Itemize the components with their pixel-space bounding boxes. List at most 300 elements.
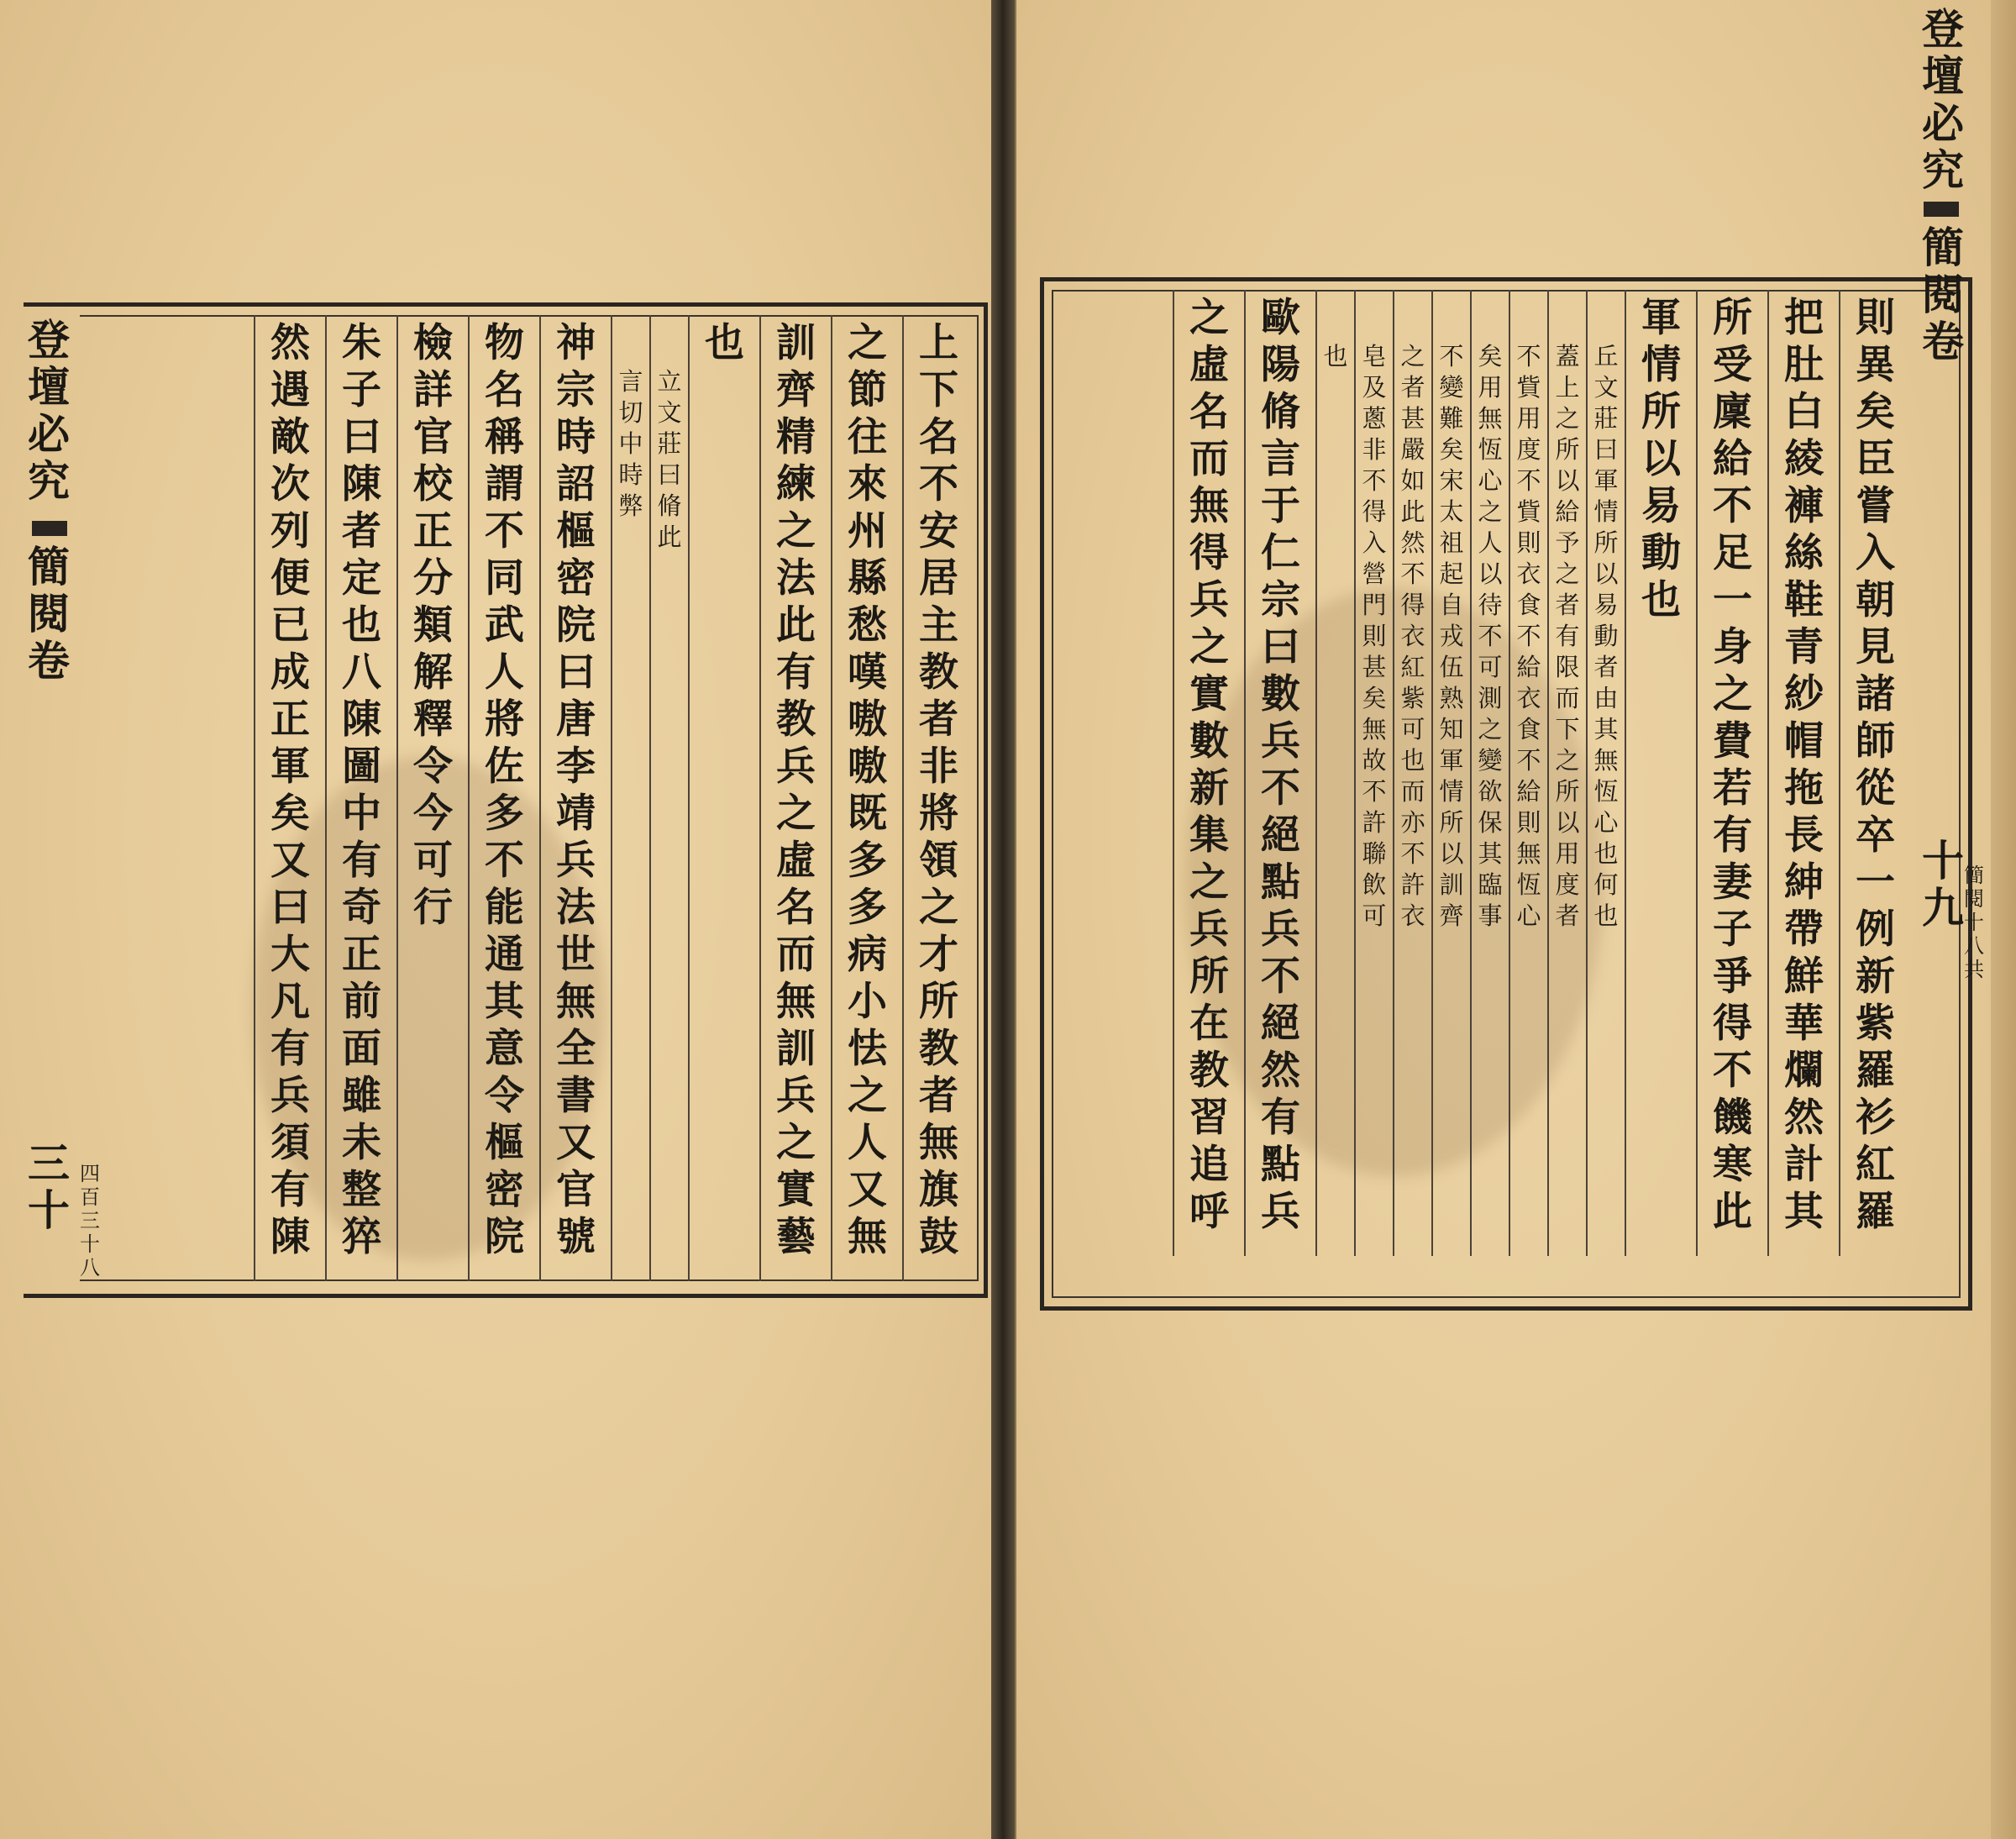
glyph: 已 [270,602,310,649]
glyph: 可 [1478,653,1503,681]
glyph: 兵 [776,1073,816,1119]
glyph: 待 [1478,591,1503,619]
glyph: 故 [1362,746,1387,775]
glyph: 居 [919,555,958,602]
glyph: 衫 [1856,1095,1895,1141]
glyph: 十 [1964,911,1984,934]
column-rule [1767,290,1769,1256]
glyph: 也 [1593,901,1619,930]
glyph: 無 [1362,715,1387,743]
glyph: 廩 [1713,389,1752,435]
glyph: 神 [556,320,596,366]
glyph: 嗷 [848,743,887,790]
glyph: 之 [1713,671,1752,717]
glyph: 陳 [342,461,381,507]
commentary-column [1437,344,1466,935]
glyph: 密 [556,555,596,602]
glyph: 也 [1400,746,1425,775]
glyph: 情 [1641,342,1681,388]
glyph: 難 [1439,404,1464,433]
glyph: 帽 [1784,718,1824,764]
glyph: 之 [1478,715,1503,743]
glyph: 分 [413,555,453,602]
glyph: 之 [1555,560,1580,588]
glyph: 以 [1641,436,1681,482]
glyph: 脩 [657,491,682,520]
glyph: 次 [270,461,310,507]
glyph: 兵 [1189,577,1229,623]
text-column [1638,295,1685,628]
glyph: 嗷 [848,696,887,743]
text-column [410,320,457,935]
glyph: 也 [1641,577,1681,623]
glyph: 無 [556,979,596,1025]
glyph: 祖 [1439,528,1464,557]
glyph: 虛 [1189,342,1229,388]
glyph: 密 [485,1167,524,1213]
glyph: 兵 [1189,906,1229,953]
text-column [844,320,891,1264]
glyph: 則 [1362,622,1387,650]
glyph: 人 [848,1120,887,1166]
margin-chapter [1919,223,1966,368]
commentary-column [1321,344,1350,376]
glyph: 把 [1784,295,1824,341]
glyph: 異 [1856,342,1895,388]
glyph: 絕 [1261,812,1300,859]
glyph: 雖 [342,1073,381,1119]
glyph: 上 [919,320,958,366]
glyph: 朱 [342,320,381,366]
text-column [339,320,386,1264]
glyph: 點 [1261,1142,1300,1188]
glyph: 變 [1478,746,1503,775]
glyph: 文 [657,398,682,427]
glyph: 官 [413,414,453,460]
glyph: 受 [1713,342,1752,388]
glyph: 愁 [848,602,887,649]
glyph: 許 [1400,870,1425,899]
glyph: 臨 [1478,870,1503,899]
glyph: 則 [1856,295,1895,341]
glyph: 者 [1593,653,1619,681]
glyph: 而 [1555,684,1580,712]
glyph: 訓 [776,320,816,366]
glyph: 嘗 [1856,483,1895,529]
glyph: 心 [1593,808,1619,837]
glyph: 師 [1856,718,1895,764]
glyph: 類 [413,602,453,649]
glyph: 官 [556,1167,596,1213]
glyph: 鮮 [1784,954,1824,1000]
glyph: 兵 [270,1073,310,1119]
glyph: 之 [1400,342,1425,370]
glyph: 訓 [776,1026,816,1072]
column-rule [688,315,690,1281]
glyph: 矣 [270,791,310,837]
glyph: 者 [919,1073,958,1119]
glyph: 點 [1261,859,1300,906]
glyph: 實 [1189,671,1229,717]
glyph: 卷 [28,636,70,686]
glyph: 十 [28,1185,70,1235]
glyph: 門 [1362,591,1387,619]
glyph: 遇 [270,367,310,413]
glyph: 曰 [1593,435,1619,464]
glyph: 實 [776,1167,816,1213]
glyph: 又 [556,1120,596,1166]
column-rule [1547,290,1549,1256]
glyph: 于 [1261,483,1300,529]
column-rule [325,315,327,1281]
commentary-column [617,367,645,525]
glyph: 解 [413,649,453,696]
glyph: 矣 [1439,435,1464,464]
glyph: 多 [485,791,524,837]
glyph: 矣 [1478,342,1503,370]
glyph: 紫 [1856,1001,1895,1047]
glyph: 營 [1362,560,1387,588]
glyph: 恆 [1516,870,1541,899]
glyph: 軍 [1593,466,1619,495]
glyph: 爛 [1784,1048,1824,1094]
glyph: 唐 [556,696,596,743]
glyph: 將 [485,696,524,743]
glyph: 許 [1362,808,1387,837]
glyph: 無 [919,1120,958,1166]
glyph: 安 [919,508,958,554]
glyph: 猝 [342,1214,381,1260]
commentary-column [1476,344,1504,935]
glyph: 八 [80,1256,100,1279]
glyph: 保 [1478,808,1503,837]
glyph: 得 [1189,530,1229,576]
glyph: 亦 [1400,808,1425,837]
glyph: 不 [1516,746,1541,775]
margin-leaf [25,1138,72,1237]
glyph: 主 [919,602,958,649]
glyph: 莊 [657,429,682,458]
glyph: 之 [848,320,887,366]
glyph: 白 [1784,389,1824,435]
glyph: 子 [342,367,381,413]
glyph: 者 [1400,373,1425,402]
text-column [1709,295,1756,1239]
glyph: 精 [776,414,816,460]
glyph: 曰 [657,460,682,489]
glyph: 不 [1362,777,1387,806]
glyph: 長 [1784,812,1824,859]
glyph: 又 [270,838,310,884]
glyph: 多 [848,885,887,931]
glyph: 蔥 [1362,404,1387,433]
glyph: 下 [1555,715,1580,743]
glyph: 兵 [1261,1189,1300,1235]
column-rule [831,315,832,1281]
glyph: 必 [28,409,70,459]
glyph: 之 [1555,746,1580,775]
glyph: 有 [1713,812,1752,859]
glyph: 熟 [1439,684,1464,712]
glyph: 足 [1713,530,1752,576]
glyph: 法 [556,885,596,931]
glyph: 而 [1189,436,1229,482]
glyph: 爭 [1713,954,1752,1000]
glyph: 然 [1261,1048,1300,1094]
glyph: 之 [776,791,816,837]
text-column [701,320,748,370]
glyph: 節 [848,367,887,413]
column-rule [1393,290,1394,1256]
glyph: 矣 [1856,389,1895,435]
glyph: 靖 [556,791,596,837]
glyph: 整 [342,1167,381,1213]
glyph: 不 [919,461,958,507]
glyph: 校 [413,461,453,507]
glyph: 必 [1922,98,1964,148]
glyph: 帶 [1784,906,1824,953]
glyph: 不 [1713,1048,1752,1094]
glyph: 既 [848,791,887,837]
glyph: 世 [556,932,596,978]
glyph: 褲 [1784,483,1824,529]
glyph: 身 [1713,624,1752,670]
glyph: 及 [1362,373,1387,402]
glyph: 衣 [1400,901,1425,930]
glyph: 紫 [1400,684,1425,712]
glyph: 事 [1478,901,1503,930]
glyph: 絲 [1784,530,1824,576]
glyph: 以 [1555,466,1580,495]
glyph: 書 [556,1073,596,1119]
glyph: 得 [1713,1001,1752,1047]
glyph: 人 [485,649,524,696]
glyph: 羅 [1856,1048,1895,1094]
glyph: 便 [270,555,310,602]
glyph: 虛 [776,838,816,884]
glyph: 李 [556,743,596,790]
glyph: 而 [776,932,816,978]
glyph: 給 [1555,497,1580,526]
column-rule [649,315,651,1281]
glyph: 八 [342,649,381,696]
glyph: 軍 [1641,295,1681,341]
glyph: 羅 [1856,1189,1895,1235]
glyph: 詳 [413,367,453,413]
glyph: 壇 [28,362,70,412]
glyph: 子 [1713,906,1752,953]
column-rule [1173,290,1174,1256]
glyph: 皂 [1362,342,1387,370]
glyph: 立 [657,367,682,396]
glyph: 正 [270,696,310,743]
glyph: 教 [919,1026,958,1072]
commentary-column [1592,344,1620,935]
glyph: 釋 [413,696,453,743]
glyph: 敵 [270,414,310,460]
glyph: 十 [80,1232,100,1256]
glyph: 矣 [1362,684,1387,712]
glyph: 無 [1189,483,1229,529]
glyph: 人 [1478,528,1503,557]
glyph: 圖 [342,743,381,790]
glyph: 給 [1516,777,1541,806]
text-column [553,320,600,1264]
glyph: 宗 [1261,577,1300,623]
glyph: 饑 [1713,1095,1752,1141]
commentary-column [1515,344,1543,935]
glyph: 多 [848,838,887,884]
glyph: 登 [1922,4,1964,54]
glyph: 教 [776,696,816,743]
text-column [1186,295,1233,1239]
glyph: 不 [1261,765,1300,812]
glyph: 百 [80,1185,100,1209]
glyph: 一 [1713,577,1752,623]
margin-page-number [77,1164,102,1281]
glyph: 何 [1593,870,1619,899]
glyph: 此 [1713,1189,1752,1235]
column-rule [759,315,761,1281]
glyph: 限 [1555,653,1580,681]
glyph: 無 [848,1214,887,1260]
glyph: 可 [413,838,453,884]
glyph: 九 [1922,883,1964,933]
glyph: 閱 [1922,270,1964,319]
glyph: 以 [1593,560,1619,588]
glyph: 不 [1400,839,1425,868]
glyph: 寒 [1713,1142,1752,1188]
glyph: 之 [1189,295,1229,341]
margin-title [25,315,72,507]
glyph: 檢 [413,320,453,366]
glyph: 者 [342,508,381,554]
glyph: 正 [413,508,453,554]
glyph: 齊 [1439,901,1464,930]
glyph: 八 [1964,934,1984,958]
glyph: 然 [270,320,310,366]
glyph: 文 [1593,373,1619,402]
commentary-column [1399,344,1427,935]
glyph: 恆 [1593,777,1619,806]
glyph: 情 [1593,497,1619,526]
glyph: 名 [1189,389,1229,435]
glyph: 其 [485,979,524,1025]
glyph: 不 [1362,466,1387,495]
glyph: 所 [1555,777,1580,806]
glyph: 不 [485,508,524,554]
glyph: 言 [1261,436,1300,482]
glyph: 青 [1784,624,1824,670]
glyph: 自 [1439,591,1464,619]
glyph: 上 [1555,373,1580,402]
glyph: 意 [485,1026,524,1072]
glyph: 不 [1516,622,1541,650]
glyph: 不 [485,838,524,884]
glyph: 可 [1400,715,1425,743]
glyph: 者 [1555,591,1580,619]
glyph: 此 [1400,497,1425,526]
glyph: 心 [1516,901,1541,930]
glyph: 紅 [1856,1142,1895,1188]
glyph: 兵 [556,838,596,884]
column-rule [1431,290,1433,1256]
glyph: 有 [270,1167,310,1213]
glyph: 究 [28,456,70,506]
glyph: 正 [342,932,381,978]
glyph: 太 [1439,497,1464,526]
glyph: 練 [776,461,816,507]
glyph: 習 [1189,1095,1229,1141]
glyph: 聯 [1362,839,1387,868]
glyph: 無 [1516,839,1541,868]
glyph: 有 [270,1026,310,1072]
glyph: 共 [1964,958,1984,981]
fishtail-mark [1924,202,1959,217]
glyph: 通 [485,932,524,978]
glyph: 能 [485,885,524,931]
glyph: 物 [485,320,524,366]
glyph: 動 [1593,622,1619,650]
column-rule [1625,290,1626,1256]
glyph: 有 [776,649,816,696]
glyph: 不 [1261,954,1300,1000]
right-page [1015,0,1992,1839]
glyph: 教 [1189,1048,1229,1094]
glyph: 州 [848,508,887,554]
glyph: 須 [270,1120,310,1166]
glyph: 給 [1516,653,1541,681]
glyph: 所 [1713,295,1752,341]
glyph: 紳 [1784,859,1824,906]
margin-page-number [1961,865,1987,983]
column-rule [1315,290,1317,1256]
glyph: 小 [848,979,887,1025]
glyph: 又 [848,1167,887,1213]
glyph: 面 [342,1026,381,1072]
glyph: 切 [618,398,643,427]
glyph: 衣 [1516,560,1541,588]
glyph: 無 [1593,746,1619,775]
commentary-column [1553,344,1582,935]
glyph: 兵 [1261,718,1300,764]
glyph: 令 [413,743,453,790]
glyph: 食 [1516,715,1541,743]
glyph: 旗 [919,1167,958,1213]
glyph: 三 [28,1138,70,1188]
glyph: 給 [1713,436,1752,482]
glyph: 同 [485,555,524,602]
glyph: 心 [1478,466,1503,495]
glyph: 追 [1189,1142,1229,1188]
glyph: 衣 [1516,684,1541,712]
glyph: 陳 [342,696,381,743]
glyph: 所 [1555,435,1580,464]
glyph: 綾 [1784,436,1824,482]
margin-leaf [1919,836,1966,934]
glyph: 者 [1555,901,1580,930]
glyph: 恆 [1478,435,1503,464]
glyph: 定 [342,555,381,602]
glyph: 戎 [1439,622,1464,650]
text-column [1781,295,1828,1239]
glyph: 全 [556,1026,596,1072]
column-rule [396,315,398,1281]
glyph: 閱 [28,589,70,638]
glyph: 曰 [556,649,596,696]
glyph: 之 [848,1073,887,1119]
glyph: 此 [776,602,816,649]
